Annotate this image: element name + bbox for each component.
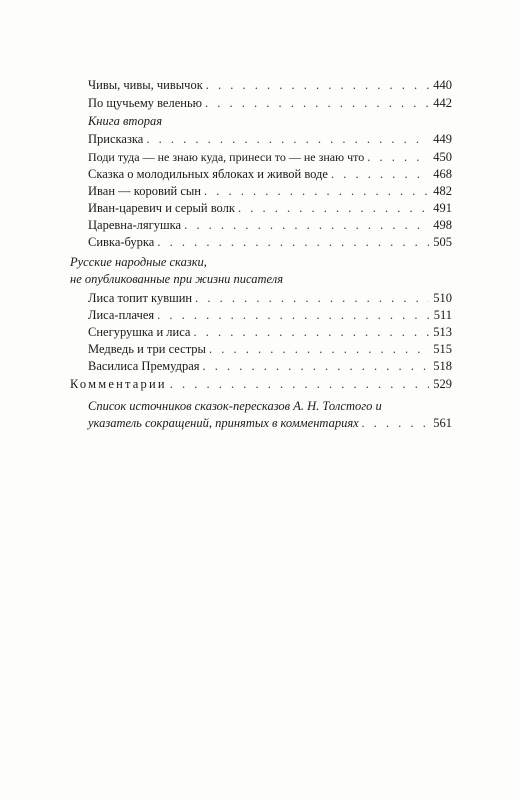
toc-entry-page: 498 xyxy=(433,218,452,232)
toc-entry-title: Сивка-бурка xyxy=(88,235,155,249)
toc-entry-page: 442 xyxy=(433,96,452,110)
leader-dots xyxy=(205,96,429,111)
toc-entry-sources[interactable] xyxy=(88,416,452,431)
toc-entry-page: 505 xyxy=(433,235,452,249)
toc-entry[interactable] xyxy=(88,96,452,111)
toc-entry-page: 450 xyxy=(433,150,452,164)
leader-dots xyxy=(362,416,429,431)
toc-entry[interactable] xyxy=(88,325,452,340)
toc-entry-page: 468 xyxy=(433,167,452,181)
toc-entry[interactable] xyxy=(88,201,452,216)
leader-dots xyxy=(146,132,429,147)
sources-note-line: Список источников сказок-пересказов А. Н. Толстого и xyxy=(88,399,382,413)
toc-entry-title: Комментарии xyxy=(70,377,167,391)
toc-entry[interactable] xyxy=(88,184,452,199)
toc-entry[interactable] xyxy=(88,342,452,357)
toc-entry[interactable] xyxy=(88,78,452,93)
leader-dots xyxy=(157,235,429,250)
toc-entry[interactable] xyxy=(88,291,452,306)
section-heading: Русские народные сказки, xyxy=(70,255,207,269)
toc-entry-page: 515 xyxy=(433,342,452,356)
leader-dots xyxy=(367,150,429,165)
toc-entry-title: По щучьему веленью xyxy=(88,96,202,110)
toc-entry-title: Чивы, чивы, чивычок xyxy=(88,78,203,92)
leader-dots xyxy=(204,184,429,199)
leader-dots xyxy=(203,359,429,374)
toc-entry-page: 513 xyxy=(433,325,452,339)
toc-entry[interactable] xyxy=(88,150,452,165)
leader-dots xyxy=(238,201,429,216)
toc-entry[interactable] xyxy=(88,308,452,323)
toc-entry-page: 511 xyxy=(433,308,452,322)
toc-entry-page: 561 xyxy=(433,416,452,430)
toc-entry-commentary[interactable] xyxy=(70,377,452,392)
toc-entry-page: 491 xyxy=(433,201,452,215)
toc-entry-title: Иван-царевич и серый волк xyxy=(88,201,235,215)
toc-entry-title: Лиса топит кувшин xyxy=(88,291,193,305)
toc-entry-title: Иван — коровий сын xyxy=(88,184,201,198)
leader-dots xyxy=(170,377,429,392)
toc-entry[interactable] xyxy=(88,167,452,182)
toc-entry-page: 510 xyxy=(433,291,452,305)
toc-entry[interactable] xyxy=(88,359,452,374)
leader-dots xyxy=(209,342,429,357)
toc-entry-title: Василиса Премудрая xyxy=(88,359,200,373)
toc-entry-title: Царевна-лягушка xyxy=(88,218,182,232)
toc-entry-page: 518 xyxy=(433,359,452,373)
section-heading: не опубликованные при жизни писателя xyxy=(70,272,284,286)
toc-entry-title: Лиса-плачея xyxy=(88,308,155,322)
toc-entry-title: Сказка о молодильных яблоках и живой воде xyxy=(88,167,328,181)
leader-dots xyxy=(195,291,429,306)
leader-dots xyxy=(157,308,429,323)
toc-entry-page: 482 xyxy=(433,184,452,198)
toc-entry-title: Присказка xyxy=(88,132,144,146)
leader-dots xyxy=(184,218,429,233)
leader-dots xyxy=(206,78,429,93)
toc-entry-title: Поди туда — не знаю куда, принеси то — не знаю что xyxy=(88,150,365,164)
leader-dots xyxy=(331,167,429,182)
toc-entry[interactable] xyxy=(88,132,452,147)
toc-entry-page: 440 xyxy=(433,78,452,92)
section-heading: Книга вторая xyxy=(88,114,163,128)
leader-dots xyxy=(193,325,429,340)
toc-entry-title: Медведь и три сестры xyxy=(88,342,206,356)
toc-entry-title: указатель сокращений, принятых в комментариях xyxy=(88,416,359,430)
toc-entry[interactable] xyxy=(88,235,452,250)
toc-entry[interactable] xyxy=(88,218,452,233)
toc-entry-page: 529 xyxy=(433,377,452,391)
toc-entry-page: 449 xyxy=(433,132,452,146)
toc-entry-title: Снегурушка и лиса xyxy=(88,325,191,339)
